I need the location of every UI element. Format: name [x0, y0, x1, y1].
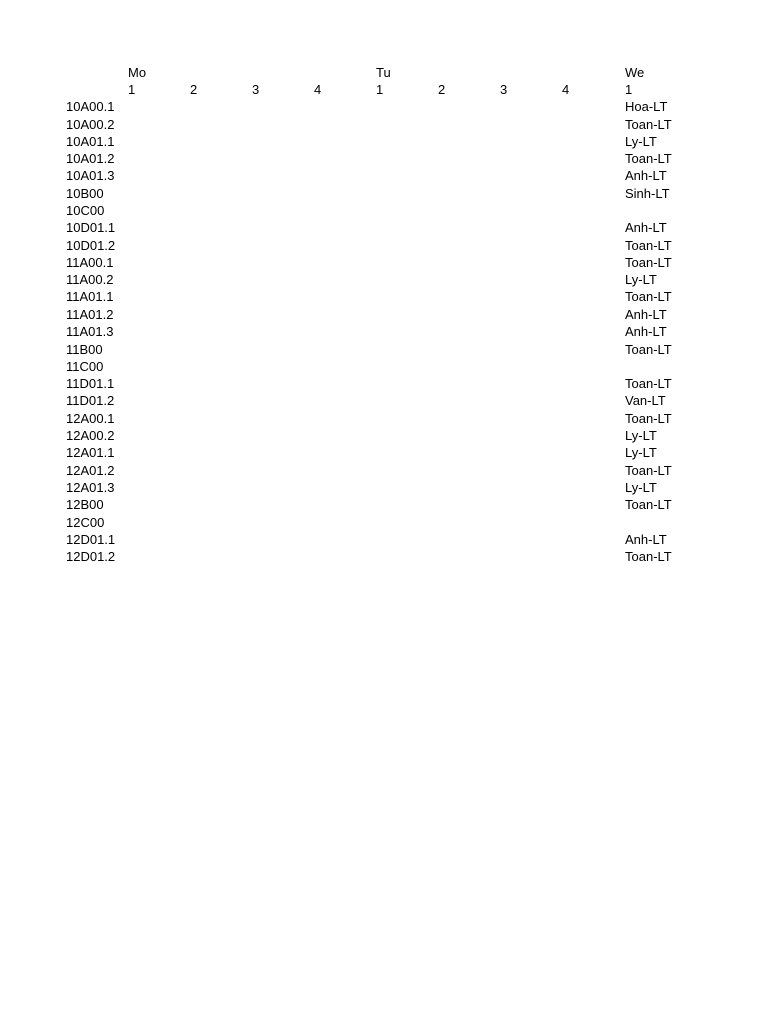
subject-cell: Toan-LT [625, 238, 672, 253]
period-tu-2: 2 [438, 82, 446, 97]
class-name: 10A00.1 [66, 99, 115, 114]
class-name: 12B00 [66, 497, 104, 512]
period-mo-2: 2 [190, 82, 198, 97]
class-name: 10A01.1 [66, 134, 115, 149]
class-name: 10D01.2 [66, 238, 116, 253]
subject-cell: Anh-LT [625, 220, 667, 235]
class-name: 11C00 [66, 359, 104, 374]
subject-cell: Ly-LT [625, 445, 657, 460]
class-name: 11D01.2 [66, 393, 115, 408]
subject-cell: Anh-LT [625, 307, 667, 322]
class-name: 12A01.2 [66, 463, 115, 478]
class-name: 12C00 [66, 515, 105, 530]
class-name: 12A01.1 [66, 445, 115, 460]
subject-cell: Toan-LT [625, 549, 672, 564]
subject-cell: Toan-LT [625, 497, 672, 512]
class-name: 11A01.3 [66, 324, 114, 339]
class-name: 12A01.3 [66, 480, 115, 495]
subject-cell: Anh-LT [625, 324, 667, 339]
subject-cell: Toan-LT [625, 255, 672, 270]
subject-cell: Van-LT [625, 393, 666, 408]
class-name: 11A01.2 [66, 307, 114, 322]
subject-cell: Anh-LT [625, 532, 667, 547]
class-name: 12A00.2 [66, 428, 115, 443]
period-tu-4: 4 [562, 82, 570, 97]
subject-cell: Ly-LT [625, 480, 657, 495]
subject-cell: Ly-LT [625, 272, 657, 287]
period-tu-1: 1 [376, 82, 384, 97]
class-name: 10A00.2 [66, 117, 115, 132]
period-tu-3: 3 [500, 82, 508, 97]
subject-cell: Toan-LT [625, 411, 672, 426]
period-mo-1: 1 [128, 82, 136, 97]
period-mo-4: 4 [314, 82, 322, 97]
period-we-1: 1 [625, 82, 633, 97]
class-name: 11A01.1 [66, 289, 114, 304]
subject-cell: Toan-LT [625, 117, 672, 132]
class-name: 11A00.1 [66, 255, 114, 270]
class-name: 12D01.1 [66, 532, 116, 547]
class-name: 10A01.3 [66, 168, 115, 183]
class-name: 11B00 [66, 342, 103, 357]
class-name: 10C00 [66, 203, 105, 218]
period-mo-3: 3 [252, 82, 260, 97]
subject-cell: Toan-LT [625, 342, 672, 357]
class-name: 11A00.2 [66, 272, 114, 287]
class-name: 12D01.2 [66, 549, 116, 564]
subject-cell: Anh-LT [625, 168, 667, 183]
subject-cell: Toan-LT [625, 151, 672, 166]
class-name: 10A01.2 [66, 151, 115, 166]
subject-cell: Hoa-LT [625, 99, 668, 114]
subject-cell: Ly-LT [625, 428, 657, 443]
subject-cell: Toan-LT [625, 376, 672, 391]
day-header-tu: Tu [376, 65, 391, 80]
day-header-we: We [625, 65, 645, 80]
subject-cell: Toan-LT [625, 289, 672, 304]
subject-cell: Sinh-LT [625, 186, 670, 201]
class-name: 11D01.1 [66, 376, 115, 391]
class-name: 12A00.1 [66, 411, 115, 426]
day-header-mo: Mo [128, 65, 147, 80]
class-name: 10D01.1 [66, 220, 116, 235]
subject-cell: Ly-LT [625, 134, 657, 149]
class-name: 10B00 [66, 186, 104, 201]
subject-cell: Toan-LT [625, 463, 672, 478]
